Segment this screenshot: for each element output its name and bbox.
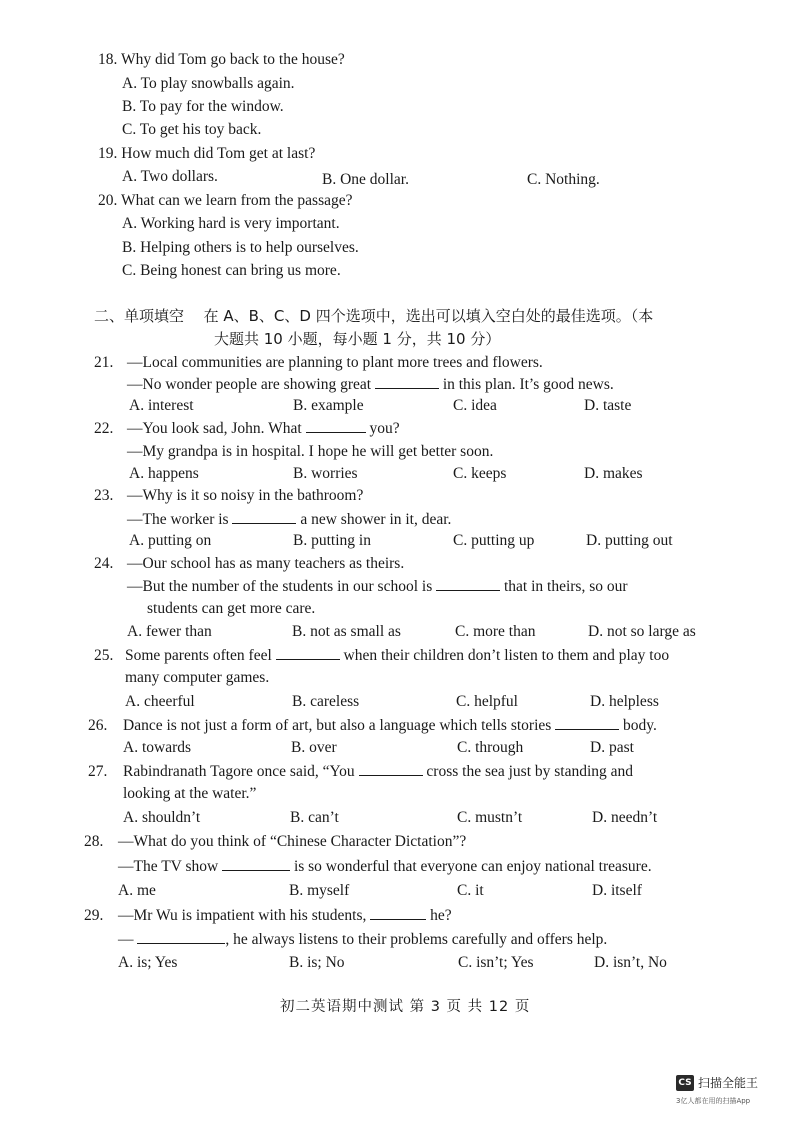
question-number: 22.: [94, 420, 114, 437]
question-line: [118, 929, 607, 950]
option: B. One dollar.: [322, 171, 409, 188]
question-number: 28.: [84, 833, 104, 850]
option: B. worries: [293, 465, 358, 482]
question-line: many computer games.: [125, 669, 270, 686]
answer-blank: [359, 761, 423, 776]
option: C. To get his toy back.: [122, 121, 262, 138]
option: A. putting on: [129, 532, 212, 549]
option: A. happens: [129, 465, 199, 482]
question-number: 18.: [98, 51, 118, 68]
text: is so wonderful that everyone can enjoy national treasure.: [293, 858, 652, 875]
answer-blank: [276, 645, 340, 660]
question-22: [94, 418, 400, 439]
text: —Our school has as many teachers as theirs.: [127, 555, 405, 572]
section-title: 二、单项填空: [94, 307, 185, 325]
option: A. is; Yes: [118, 954, 178, 971]
question-21: [94, 353, 543, 373]
question-29: [84, 905, 452, 926]
text: a new shower in it, dear.: [300, 511, 452, 528]
question-28: [84, 832, 466, 852]
camscanner-logo: CS: [676, 1075, 694, 1091]
option: C. helpful: [456, 693, 518, 710]
option: A. interest: [129, 397, 194, 414]
question-text: What can we learn from the passage?: [120, 192, 353, 209]
text: —You look sad, John. What: [127, 420, 302, 437]
option: C. putting up: [453, 532, 535, 549]
question-20: [98, 191, 353, 211]
answer-blank: [232, 509, 296, 524]
option: C. it: [457, 882, 484, 899]
option: C. Nothing.: [527, 171, 600, 188]
question-25: [94, 645, 669, 666]
option: C. isn’t; Yes: [458, 954, 534, 971]
question-27: [88, 761, 633, 782]
question-number: 19.: [98, 145, 118, 162]
option: D. taste: [584, 397, 632, 414]
option: D. past: [590, 739, 634, 756]
option: A. towards: [123, 739, 192, 756]
section-instruction-continued: 大题共 10 小题，每小题 1 分，共 10 分）: [214, 330, 501, 348]
text: Rabindranath Tagore once said, “You: [123, 763, 355, 780]
camscanner-name: 扫描全能王: [698, 1076, 759, 1090]
text: cross the sea just by standing and: [426, 763, 634, 780]
section-instruction: 在 A、B、C、D 四个选项中，选出可以填入空白处的最佳选项。（本: [203, 307, 654, 325]
option: C. mustn’t: [457, 809, 523, 826]
option: B. Helping others is to help ourselves.: [122, 239, 359, 256]
question-number: 21.: [94, 354, 114, 371]
answer-blank: [375, 374, 439, 389]
question-26: [88, 715, 657, 736]
question-line: [118, 856, 652, 877]
question-line: students can get more care.: [147, 600, 316, 617]
question-line: [127, 374, 614, 395]
option: D. helpless: [590, 693, 659, 710]
question-19: [98, 144, 315, 164]
option: A. Working hard is very important.: [122, 215, 340, 232]
text: —: [118, 931, 134, 948]
text: in this plan. It’s good news.: [442, 376, 614, 393]
option: A. Two dollars.: [122, 168, 218, 185]
text: when their children don’t listen to them and play too: [343, 647, 670, 664]
question-text: Why did Tom go back to the house?: [120, 51, 345, 68]
question-number: 26.: [88, 717, 108, 734]
option: A. me: [118, 882, 156, 899]
question-number: 24.: [94, 555, 114, 572]
option: D. makes: [584, 465, 643, 482]
question-number: 29.: [84, 907, 104, 924]
option: B. careless: [292, 693, 360, 710]
answer-blank: [555, 715, 619, 730]
question-number: 23.: [94, 487, 114, 504]
text: that in theirs, so our: [503, 578, 628, 595]
answer-blank: [370, 905, 426, 920]
question-number: 20.: [98, 192, 118, 209]
text: Some parents often feel: [125, 647, 272, 664]
question-number: 27.: [88, 763, 108, 780]
text: you?: [369, 420, 400, 437]
page-footer: 初二英语期中测试 第 3 页 共 12 页: [280, 999, 531, 1015]
option: C. through: [457, 739, 524, 756]
option: B. putting in: [293, 532, 371, 549]
option: B. is; No: [289, 954, 345, 971]
text: —What do you think of “Chinese Character Dictation”?: [118, 833, 467, 850]
question-text: How much did Tom get at last?: [121, 145, 316, 162]
text: —Why is it so noisy in the bathroom?: [127, 487, 364, 504]
text: —The worker is: [127, 511, 229, 528]
question-line: —My grandpa is in hospital. I hope he will get better soon.: [127, 443, 494, 460]
text: , he always listens to their problems carefully and offers help.: [225, 931, 608, 948]
question-line: looking at the water.”: [123, 785, 257, 802]
answer-blank: [137, 929, 225, 944]
option: A. To play snowballs again.: [122, 75, 295, 92]
answer-blank: [306, 418, 366, 433]
question-24: [94, 554, 404, 574]
question-line: —Local communities are planning to plant more trees and flowers.: [127, 354, 543, 371]
option: D. isn’t, No: [594, 954, 667, 971]
option: A. fewer than: [127, 623, 212, 640]
question-line: [127, 576, 628, 597]
answer-blank: [436, 576, 500, 591]
text: —Mr Wu is impatient with his students,: [118, 907, 367, 924]
question-23: [94, 486, 363, 506]
text: —The TV show: [118, 858, 219, 875]
option: D. needn’t: [592, 809, 658, 826]
option: D. not so large as: [588, 623, 696, 640]
text: Dance is not just a form of art, but also a language which tells stories: [123, 717, 552, 734]
question-18: [98, 50, 345, 70]
camscanner-tagline: 3亿人都在用的扫描App: [676, 1097, 751, 1105]
option: A. shouldn’t: [123, 809, 201, 826]
option: B. over: [291, 739, 337, 756]
option: B. not as small as: [292, 623, 401, 640]
option: C. Being honest can bring us more.: [122, 262, 341, 279]
text: —But the number of the students in our school is: [127, 578, 433, 595]
option: C. keeps: [453, 465, 507, 482]
option: A. cheerful: [125, 693, 195, 710]
question-line: [127, 509, 451, 530]
answer-blank: [222, 856, 290, 871]
option: C. more than: [455, 623, 536, 640]
text: he?: [430, 907, 452, 924]
option: B. can’t: [290, 809, 339, 826]
section-heading: [94, 306, 653, 326]
text: —No wonder people are showing great: [127, 376, 372, 393]
option: B. To pay for the window.: [122, 98, 284, 115]
option: D. putting out: [586, 532, 673, 549]
text: body.: [623, 717, 657, 734]
option: D. itself: [592, 882, 642, 899]
option: B. myself: [289, 882, 350, 899]
option: B. example: [293, 397, 364, 414]
option: C. idea: [453, 397, 497, 414]
question-number: 25.: [94, 647, 114, 664]
